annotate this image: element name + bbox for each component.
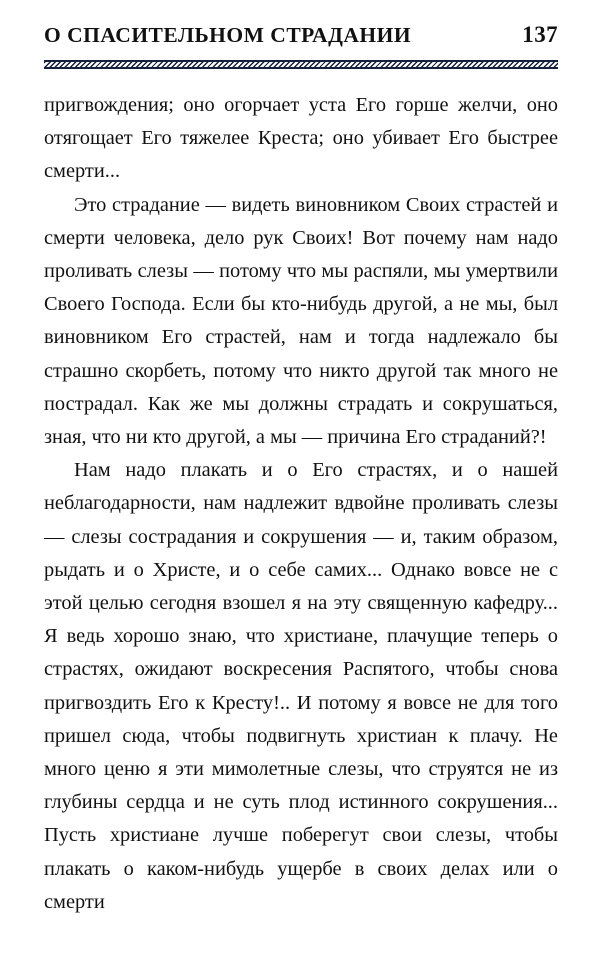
paragraph: пригвождения; оно огорчает уста Его горше желчи, оно отягощает Его тяжелее Креста; оно убивает Его быстрее смерти... [44, 94, 558, 183]
paragraph: Нам надо плакать и о Его страстях, и о нашей неблагодарности, нам надлежит вдвойне проливать слезы — слезы сострадания и сокрушения — и, таким образом, рыдать и о Христе, и о себе самих... Однако вовсе не с этой целью сегодня взошел я на эту священную кафедру... Я ведь хорошо знаю, что христиане, плачущие теперь о страстях, ожидают воскресения Распятого, чтобы снова пригвоздить Его к Кресту!.. И потому я вовсе не для того пришел сюда, чтобы подвигнуть христиан к плачу. Не много ценю я эти мимолетные слезы, что струятся не из глубины сердца и не суть плод истинного сокрушения... Пусть христиане лучше поберегут свои слезы, чтобы плакать о каком-нибудь ущербе в своих делах или о смерти [44, 459, 558, 913]
page-body [44, 89, 558, 952]
running-head-title: О СПАСИТЕЛЬНОМ СТРАДАНИИ [44, 23, 412, 47]
decorative-divider [44, 60, 558, 69]
page-number: 137 [522, 22, 558, 47]
paragraph: Это страдание — видеть виновником Своих страстей и смерти человека, дело рук Своих! Вот почему нам надо проливать слезы — потому что мы распяли, мы умертвили Своего Господа. Если бы кто-нибудь другой, а не мы, был виновником Его страстей, нам и тогда надлежало бы страшно скорбеть, потому что никто другой так много не пострадал. Как же мы должны страдать и сокрушаться, зная, что ни кто другой, а мы — причина Его страданий?! [44, 193, 558, 449]
page-header [44, 22, 558, 48]
